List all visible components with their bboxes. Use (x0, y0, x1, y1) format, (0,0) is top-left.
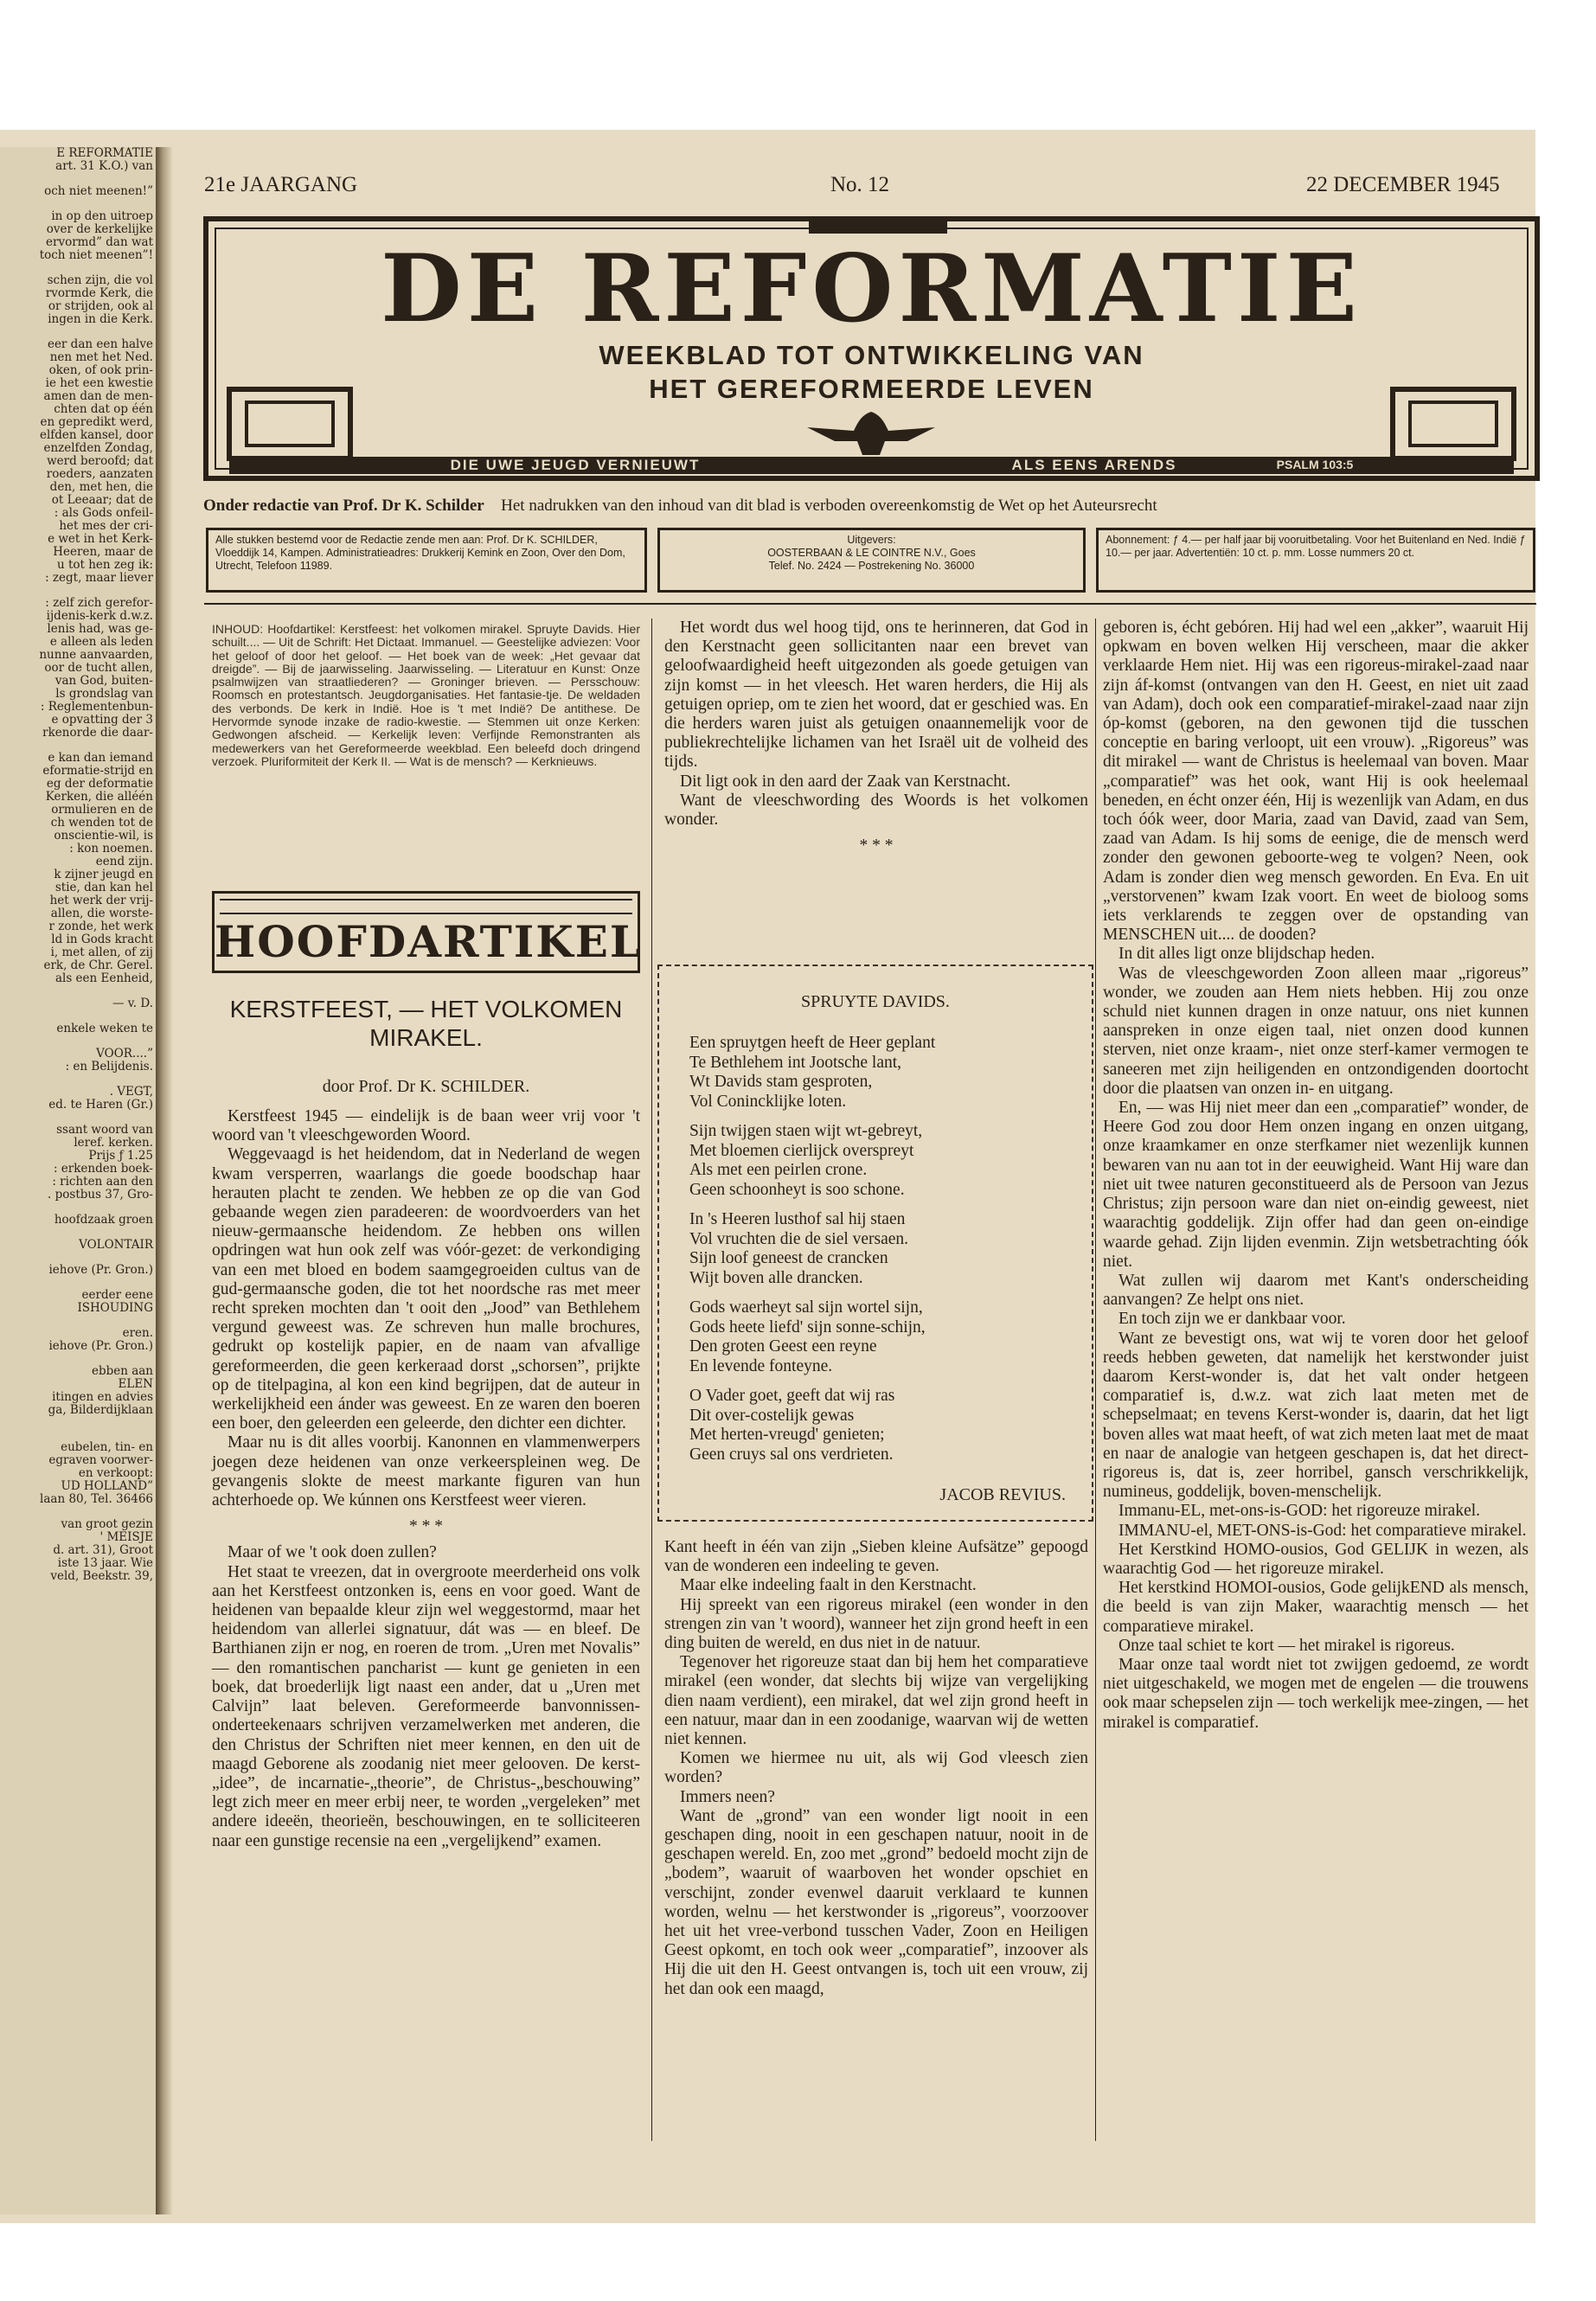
article-paragraph: Immers neen? (680, 1787, 775, 1806)
fragment-line: art. 31 K.O.) van (55, 159, 153, 173)
poem-line: O Vader goet, geeft dat wij ras (689, 1387, 895, 1405)
article-paragraph: Komen we hiermee nu uit, als wij God vleesch zien worden? (664, 1749, 1088, 1787)
fragment-line: onscientie-wil, is (54, 829, 153, 843)
column-rule-1 (651, 619, 652, 2141)
fragment-line: het werk der vrij- (49, 894, 153, 907)
publisher-title: Uitgevers: (847, 534, 896, 546)
fragment-line: ormulieren en de (51, 803, 153, 817)
masthead-subtitle-1: WEEKBLAD TOT ONTWIKKELING VAN (599, 340, 1144, 370)
fragment-line: hoofdzaak groen (54, 1213, 153, 1227)
article-paragraph: Maar of we 't ook doen zullen? (228, 1543, 437, 1562)
fragment-line: ls grondslag van (55, 687, 153, 701)
copyright-line: Het nadrukken van den inhoud van dit blad is verboden overeenkomstig de Wet op het Auteursrecht (501, 497, 1157, 515)
article-paragraph: In dit alles ligt onze blijdschap heden. (1118, 945, 1375, 964)
fragment-line: : erkenden boek- (53, 1162, 153, 1176)
masthead-title: DE REFORMATIE (381, 234, 1362, 343)
fragment-line: iehove (Pr. Gron.) (48, 1263, 153, 1277)
fragment-line: Prijs ƒ 1.25 (88, 1149, 153, 1163)
fragment-line: stie, dan kan hel (54, 881, 153, 894)
fragment-line: u tot hen zeg ik: (56, 558, 153, 572)
fragment-line: : zelf zich gerefor- (45, 596, 153, 610)
article-paragraph: * * * (859, 836, 894, 856)
fragment-line: e wet in het Kerk- (48, 532, 153, 546)
article-paragraph: Wat zullen wij daarom met Kant's onderscheiding aanvangen? Ze helpt ons niet. (1103, 1271, 1529, 1310)
adjacent-page-fragment (0, 147, 160, 2214)
article-paragraph: Het Kerstkind HOMO-ousios, God GELIJK in wezen, als waarachtig God — het rigoreuze mirakel. (1103, 1540, 1529, 1578)
article-paragraph: Want de „grond” van een wonder ligt nooit in een geschapen ding, nooit in een geschapen natuur, nooit in de geschapen wereld. En, zoo met „grond” bedoeld mocht zijn de „bodem”, waaruit of waarboven het wonder opschiet en verschijnt, zonder evenwel daaruit verklaard te kunnen worden, welnu — het kerstwonder is „rigoreus”, voorzoover het uit het vree-verbond tusschen Vader, Zoon en Heiligen Geest opkomt, en toch ook weer „comparatief”, inzoover als Hij die uit den H. Geest ontvangen is, toch uit een vrouw, zij het dan ook een maagd, (664, 1806, 1088, 1998)
article-paragraph: Het staat te vreezen, dat in overgroote meerderheid ons volk aan het Kerstfeest ontzonken is, eens en voor goed. Want de heidenen van bepaalde kleur zijn wel weggestormd, maar het heidendom van allerlei signatuur, dát was — en bleef. De Barthianen zijn er nog, en roeren de trom. „Uren met Novalis” — den romantischen pancharist — kunt ge genieten in een boek, dat broederlijk ligt naast een ander, dat u „Uren met Calvijn” laat beleven. Gereformeerde banvonnissen-onderteekenaars schrijven verzamelwerken met anderen, die den Christus der Schriften niet meer kennen, en den uit de maagd Geborene als zoodanig niet meer gelooven. De kerst-„idee”, de incarnatie-„theorie”, de Christus-„beschouwing” legt zich meer en meer erbij neer, te worden „vergeleken” met andere ideeën, theorieën, beschouwingen, en te solliciteeren naar een gunstige recensie na een „vergelijkend” examen. (212, 1562, 640, 1850)
poem-line: Sijn twijgen staen wijt wt-gebreyt, (689, 1122, 923, 1140)
article-paragraph: Kant heeft in één van zijn „Sieben kleine Aufsätze” gepoogd van de wonderen een indeeling te geven. (664, 1538, 1088, 1576)
poem-line: Met herten-vreugd' genieten; (689, 1426, 885, 1444)
fragment-line: nunne aanvaarden, (39, 648, 153, 662)
subscription-box: Abonnement: ƒ 4.— per half jaar bij vooruitbetaling. Voor het Buitenland en Ned. Indië ƒ 10.— per jaar. Advertentiën: 10 ct. p. mm. Losse nummers 20 ct. (1096, 528, 1535, 593)
fragment-line: . VEGT, (109, 1085, 153, 1099)
editorial-address-box: Alle stukken bestemd voor de Redactie zende men aan: Prof. Dr K. SCHILDER, Vloeddijk 14, Kampen. Administratieadres: Drukkerij Kemink en Zoon, Over den Dom, Utrecht, Telefoon 11989. (206, 528, 647, 593)
poem-line: Als met een peirlen crone. (689, 1161, 868, 1179)
issue-date: 22 DECEMBER 1945 (1306, 173, 1500, 196)
article-paragraph: Maar elke indeeling faalt in den Kerstnacht. (680, 1576, 977, 1595)
article-paragraph: geboren is, écht gebóren. Hij had wel een „akker”, waaruit Hij opkwam en boven welken Hij verscheen, maar die akker verklaarde Hem niet. Hij was een rigoreus-mirakel-zaad naar zijn áf-komst (ontvangen van den H. Geest, en niet uit zaad van Adam), doch ook een comparatief-mirakel-zaad naar zijn óp-komst (geboren, na den gewonen tijd die tusschen conceptie en baring verloopt, uit een vrouw). „Rigoreus” was dit mirakel — want de Christus is heelemaal van boven. Maar „comparatief” was het ook, want Hij is ook heelemaal beneden, en écht onzer één, Hij is wezenlijk van Adam, en dus toch óók weer, door Maria, zaad van David, zaad van Sem, zaad van Adam. Is hij soms de eenige, die de mensch werd zonder den gewonen geboorte-weg te volgen? Neen, ook Adam is zonder dien weg mensch geworden. En Eva. En uit „verstorvenen” kwam Izak voort. En weet de bioloog soms iets verklarends te zeggen over de opstanding van MENSCHEN uit.... de dooden? (1103, 619, 1529, 945)
fragment-line: allen, die worste- (50, 907, 153, 920)
poem-line: Wijt boven alle drancken. (689, 1268, 863, 1287)
fragment-line: : richten aan den (52, 1175, 153, 1189)
fragment-line: ' MEISJE (99, 1530, 153, 1544)
fragment-line: eren. (122, 1326, 153, 1340)
poem-line: Vol Conincklijke loten. (689, 1092, 847, 1111)
editor-line: Onder redactie van Prof. Dr K. Schilder (203, 497, 484, 515)
fragment-line: oken, of ook prin- (48, 363, 153, 377)
poem-title: SPRUYTE DAVIDS. (801, 992, 950, 1011)
poem-line: Wt Davids stam gesproten, (689, 1073, 873, 1091)
article-column-3 (1103, 619, 1529, 1733)
fragment-line: van groot gezin (61, 1517, 153, 1531)
fragment-line (0, 198, 160, 210)
article-paragraph: IMMANU-el, MET-ONS-is-God: het comparatieve mirakel. (1118, 1521, 1527, 1540)
poem-box (657, 965, 1093, 1522)
fragment-line: ssant woord van (56, 1123, 153, 1137)
fragment-line: over de kerkelijke (46, 222, 153, 236)
article-column-2-continued (664, 1538, 1088, 1999)
header-rule (204, 603, 1536, 605)
fragment-line: e opvatting der 3 (51, 713, 153, 727)
fragment-line: : en Belijdenis. (65, 1060, 153, 1074)
fragment-line: . postbus 37, Gro- (48, 1188, 153, 1202)
motto-left: DIE UWE JEUGD VERNIEUWT (450, 457, 701, 473)
table-of-contents: INHOUD: Hoofdartikel: Kerstfeest: het volkomen mirakel. Spruyte Davids. Hier schuilt.... — Uit de Schrift: Het Dictaat. Immanuel. — Geestelijke adviezen: Voor het geloof of door het geloof. — Het boek van de week: „Het gevaar dat dreigde”. — Bij de jaarwisseling. Jaarwisseling. — Literatuur en Kunst: Onze psalmwijzen van straatliederen? — Groninger brieven. — Persschouw: Roomsch en protestantsch. Jeugdorganisaties. Het fantasie-tje. De weldaden des verbonds. De kerk in Indië. Hoe is 't met Indië? De antithese. De Hervormde synode inzake de radio-kwestie. — Stemmen uit onze Kerken: Gedwongen afscheid. — Kerkelijk leven: Verfijnde Remonstranten als medewerkers van het Gereformeerde weekblad. Een beleefd doch dringend verzoek. Pluriformiteit der Kerk II. — Wat is de mensch? — Kerknieuws. (212, 622, 640, 768)
fragment-line: ie het een kwestie (45, 376, 153, 390)
article-paragraph: En toch zijn we er dankbaar voor. (1118, 1310, 1346, 1329)
fragment-line: laan 80, Tel. 36466 (40, 1492, 153, 1506)
fragment-line: e kan dan iemand (48, 751, 153, 765)
fragment-line: erk, de Chr. Gerel. (43, 958, 153, 972)
publisher-box (657, 528, 1086, 593)
article-paragraph: Onze taal schiet te kort — het mirakel is rigoreus. (1118, 1636, 1455, 1655)
fragment-line: rkenorde die daar- (42, 726, 153, 740)
publisher-name: OOSTERBAAN & LE COINTRE N.V., Goes (767, 547, 976, 559)
article-column-2 (664, 619, 1088, 862)
fragment-line (0, 1252, 160, 1264)
poem-line: Met bloemen cierlijck overspreyt (689, 1141, 914, 1160)
fragment-line (0, 1506, 160, 1518)
poem-line: Dit over-costelijk gewas (689, 1406, 855, 1425)
fragment-line: eend zijn. (95, 855, 153, 868)
fragment-line: r zonde, het werk (48, 920, 153, 933)
fragment-line: ELEN (118, 1377, 153, 1391)
masthead (203, 216, 1540, 493)
fragment-line: ga, Bilderdijklaan (48, 1403, 153, 1417)
fragment-line: in op den uitroep (51, 209, 153, 223)
fragment-line: toch niet meenen”! (39, 248, 153, 262)
article-paragraph: Hij spreekt van een rigoreus mirakel (een wonder in den strengen zin van 't woord), wanneer het zijn grond heeft in een ding buiten de wereld, en dus niet in de natuur. (664, 1595, 1088, 1653)
fragment-line: enkele weken te (56, 1022, 153, 1035)
fragment-line (0, 1202, 160, 1214)
fragment-line (0, 1429, 160, 1441)
fragment-line (0, 585, 160, 597)
publisher-telephone: Telef. No. 2424 — Postrekening No. 36000 (768, 560, 975, 572)
fragment-line: lenis had, was ge- (47, 622, 153, 636)
section-label: HOOFDARTIKEL (215, 916, 642, 967)
fragment-line: or strijden, ook al (48, 299, 153, 313)
fragment-line: VOOR....” (96, 1047, 153, 1061)
psalm-reference: PSALM 103:5 (1276, 458, 1354, 471)
poem-line: Vol vruchten die de siel versaen. (689, 1229, 909, 1248)
article-paragraph: Het kerstkind HOMOI-ousios, Gode gelijkEND als mensch, die beeld is van zijn Maker, waarachtig mensch — het comparatieve mirakel. (1103, 1579, 1529, 1636)
fragment-line: ebben aan (91, 1364, 153, 1378)
fragment-line: Kerken, die alléén (45, 790, 153, 804)
poem-stanza (689, 1298, 1070, 1376)
poem-line: Geen schoonheyt is soo schone. (689, 1180, 905, 1199)
fragment-line: egraven voorwer- (48, 1453, 153, 1467)
fragment-line: VOLONTAIR (79, 1238, 153, 1252)
fragment-line: elfden kansel, door (39, 428, 153, 442)
fragment-line: e alleen als leden (49, 635, 153, 649)
fragment-line: d. art. 31), Groot (53, 1543, 153, 1557)
fragment-line: en verkoopt: (78, 1466, 153, 1480)
article-paragraph: Het wordt dus wel hoog tijd, ons te herinneren, dat God in den Kerstnacht geen sollicitanten naar een brevet van geloofwaardigheid heeft uitgezonden als goede getuigen van zijn komst — in het vleesch. Het waren herders, die Hij als getuigen opriep, om te zien het woord, dat er geschied was. En die herders waren juist als getuigen onaannemelijk voor de publiekrechtelijke lichamen van het Israël uit de volheid des tijds. (664, 619, 1088, 772)
fragment-line: ervormd” dan wat (46, 235, 153, 249)
fragment-line: enzelfden Zondag, (43, 441, 153, 455)
fragment-line (0, 1010, 160, 1022)
fragment-line: k zijner jeugd en (54, 868, 153, 881)
fragment-line: den, met hen, die (49, 480, 153, 494)
poem-body (689, 1034, 1070, 1475)
fragment-line (0, 173, 160, 185)
issue-number: No. 12 (830, 173, 890, 196)
article-paragraph: Tegenover het rigoreuze staat dan bij hem het comparatieve mirakel (een wonder, dat slechts bij wijze van vergelijking dien naam verdient), een mirakel, dat wel zijn grond heeft in een natuur, maar dan in een zoodanige, waarvan wij de wetten niet kennen. (664, 1653, 1088, 1749)
article-paragraph: Want de vleeschwording des Woords is het volkomen wonder. (664, 791, 1088, 830)
poem-line: Te Bethlehem int Jootsche lant, (689, 1053, 902, 1072)
fragment-line (0, 1035, 160, 1048)
article-byline: door Prof. Dr K. SCHILDER. (322, 1077, 530, 1096)
fragment-line: ijdenis-kerk d.w.z. (46, 609, 153, 623)
poem-stanza (689, 1122, 1070, 1200)
fragment-line: en gepredikt werd, (40, 415, 153, 429)
article-paragraph: En, — was Hij niet meer dan een „comparatief” wonder, de Heere God zou door Hem onzen ingang en onzen uitgang, onze kraamkamer en onze sterfkamer niet wezenlijk kunnen bewaren van nu aan tot in der eeuwigheid. Want Hij ware dan niet uit twee naturen geconstitueerd als de Persoon van Jezus Christus; zijn persoon ware dan niet on-eindig geweest, niet waarachtig goddelijk. Zijn offer had dan geen on-eindige waarde gehad. Zijn lijden evenmin. Zijn wetsbetrachting óók niet. (1103, 1099, 1529, 1271)
poem-stanza (689, 1387, 1070, 1465)
article-paragraph: * * * (409, 1517, 443, 1536)
fragment-line: itingen en advies (52, 1390, 153, 1404)
fragment-line: eformatie-strijd en (42, 764, 153, 778)
fragment-line: ot Leeaar; dat de (51, 493, 153, 507)
poem-line: Den groten Geest een reyne (689, 1337, 877, 1356)
section-banner (212, 891, 640, 973)
article-paragraph: Kerstfeest 1945 — eindelijk is de baan weer vrij voor 't woord van 't vleeschgeworden Woord. (212, 1107, 640, 1145)
fragment-line (0, 1353, 160, 1365)
fragment-line (0, 262, 160, 274)
fragment-line: schen zijn, die vol (47, 273, 153, 287)
fragment-line: eg der deformatie (46, 777, 153, 791)
fragment-line: E REFORMATIE (56, 147, 153, 160)
fragment-line: nen met het Ned. (49, 350, 153, 364)
poem-author: JACOB REVIUS. (939, 1485, 1066, 1504)
article-paragraph: Was de vleeschgeworden Zoon alleen maar „rigoreus” wonder, we zouden aan Hem niets hebben. Hij zou onze schuld niet kunnen dragen in onze natuur, ons niet kunnen aanspreken in onze eigen taal, niet onzen dood kunnen sterven, niet onze kraam-, niet onze sterf-kamer vermogen te saneeren met zijn heiligenden en ontzondigenden doortocht door die plaatsen van onzen in- en uitgang. (1103, 964, 1529, 1098)
fragment-line: ed. te Haren (Gr.) (48, 1098, 153, 1112)
column-rule-2 (1095, 619, 1096, 2141)
fragment-line: leref. kerken. (74, 1136, 153, 1150)
fragment-line: het mes der cri- (59, 519, 153, 533)
poem-stanza (689, 1210, 1070, 1288)
fragment-line: och niet meenen!” (44, 184, 153, 198)
fragment-line (0, 985, 160, 997)
fragment-line: als een Eenheid, (54, 971, 153, 985)
fragment-line: UD HOLLAND” (61, 1479, 153, 1493)
fragment-line (0, 1074, 160, 1086)
article-title: KERSTFEEST, — HET VOLKOMEN MIRAKEL. (229, 996, 623, 1051)
fragment-line: eerder eene (81, 1288, 153, 1302)
article-column-1 (212, 1107, 640, 1851)
fragment-line: i, met allen, of zij (50, 945, 153, 959)
fragment-line (0, 1227, 160, 1239)
poem-line: Een spruytgen heeft de Heer geplant (689, 1034, 936, 1052)
fragment-line (0, 326, 160, 338)
fragment-line (0, 1277, 160, 1289)
poem-line: Gods heete liefd' sijn sonne-schijn, (689, 1317, 926, 1336)
fragment-line: van God, buiten- (54, 674, 153, 688)
poem-line: En levende fonteyne. (689, 1356, 833, 1375)
article-paragraph: Dit ligt ook in den aard der Zaak van Kerstnacht. (680, 772, 1011, 791)
fragment-line: veld, Beekstr. 39, (50, 1569, 153, 1583)
poem-line: In 's Heeren lusthof sal hij staen (689, 1210, 906, 1228)
fragment-line: ingen in die Kerk. (48, 312, 153, 326)
fragment-line: eer dan een halve (47, 337, 153, 351)
article-paragraph: Want ze bevestigt ons, wat wij te voren door het geloof reeds hebben geweten, dat namelijk het kerstwonder juist daarom Kerst-wonder is, dat het valt onder hetgeen comparatief is, d.w.z. wat zich laat meten met de schepselmaat; en tevens Kerst-wonder is, daarin, dat het ligt boven alles wat maat heeft, of wat zich meten laat met de maat en naar de analogie van hetgeen geschapen is, dat het direct-rigoreus is, dat is, zeer horribel, gansch verschrikkelijk, numineus, goddelijk, boven-menschelijk. (1103, 1329, 1529, 1502)
eagle-emblem (800, 407, 943, 458)
fragment-line (0, 1417, 160, 1429)
fragment-line: roeders, aanzaten (46, 467, 153, 481)
fragment-line: chten dat op één (54, 402, 153, 416)
fragment-line: ch wenden tot de (50, 816, 153, 830)
fragment-line: iste 13 jaar. Wie (57, 1556, 153, 1570)
fragment-line: rvormde Kerk, die (45, 286, 153, 300)
poem-line: Sijn loof geneest de crancken (689, 1249, 888, 1267)
fragment-line: amen dan de men- (43, 389, 153, 403)
poem-line: Geen cruys sal ons verdrieten. (689, 1445, 894, 1464)
fragment-line: Heeren, maar de (53, 545, 153, 559)
article-paragraph: Maar nu is dit alles voorbij. Kanonnen en vlammenwerpers joegen deze heidenen van onze verkeerspleinen weg. De gevangenis slokte de meest markante figuren van hun achterhoede op. We kúnnen ons Kerstfeest weer vieren. (212, 1433, 640, 1510)
fragment-line: ld in Gods kracht (51, 933, 153, 946)
fragment-line: : kon noemen. (69, 842, 153, 856)
fragment-line: : zegt, maar liever (45, 571, 153, 585)
volume-label: 21e JAARGANG (204, 173, 358, 196)
masthead-subtitle-2: HET GEREFORMEERDE LEVEN (649, 374, 1094, 404)
poem-line: Gods waerheyt sal sijn wortel sijn, (689, 1298, 923, 1317)
fragment-line: : als Gods onfeil- (54, 506, 153, 520)
fragment-line (0, 1112, 160, 1124)
fragment-line: eubelen, tin- en (61, 1440, 153, 1454)
fragment-line: — v. D. (112, 997, 153, 1010)
article-paragraph: Immanu-EL, met-ons-is-GOD: het rigoreuze mirakel. (1118, 1502, 1481, 1521)
poem-stanza (689, 1034, 1070, 1112)
fragment-line: iehove (Pr. Gron.) (48, 1339, 153, 1353)
article-paragraph: Weggevaagd is het heidendom, dat in Nederland de wegen kwam versperren, waarlangs die goede boodschap haar herauten placht te zenden. We hebben ze op die van God gebaande wegen zien paradeeren: de woordvoerders van het nieuw-germaansche heidendom. Ze hebben ons willen opdringen wat hun ook zelf was vóór-gezet: de verkondiging van een met bloed en bodem saamgegroeiden cultus van de gud-germaansche goden, die tot het noordsche ras met meer recht spreken mochten dan 't ooit den „Jood” van Bethlehem vergund geweest was. Ze schreven hun malle brochures, gedrukt op kostelijk papier, en de naam van afvallige gereformeerden, die geen kerkeraad dorst „schorsen”, prijkte op de titelpagina, al kon een kind begrijpen, dat de auteur in werkelijkheid een ánder was geweest. En ze waren den boeren een boer, den geleerden een geleerde, den dichter een dichter. (212, 1145, 640, 1433)
editor-row (203, 497, 1535, 516)
fragment-line: ISHOUDING (77, 1301, 153, 1315)
article-paragraph: Maar onze taal wordt niet tot zwijgen gedoemd, ze wordt niet uitgeschakeld, we mogen met de engelen — die trouwens ook maar schepselen zijn — toch werkelijk mee-zingen, — het mirakel is comparatief. (1103, 1655, 1529, 1732)
fragment-line: : Reglementenbun- (40, 700, 153, 714)
motto-right: ALS EENS ARENDS (1011, 457, 1177, 473)
fragment-line (0, 1315, 160, 1327)
fragment-line (0, 740, 160, 752)
fragment-line: werd beroofd; dat (47, 454, 153, 468)
page-fold (156, 147, 173, 2214)
fragment-line: oor de tucht allen, (44, 661, 153, 675)
